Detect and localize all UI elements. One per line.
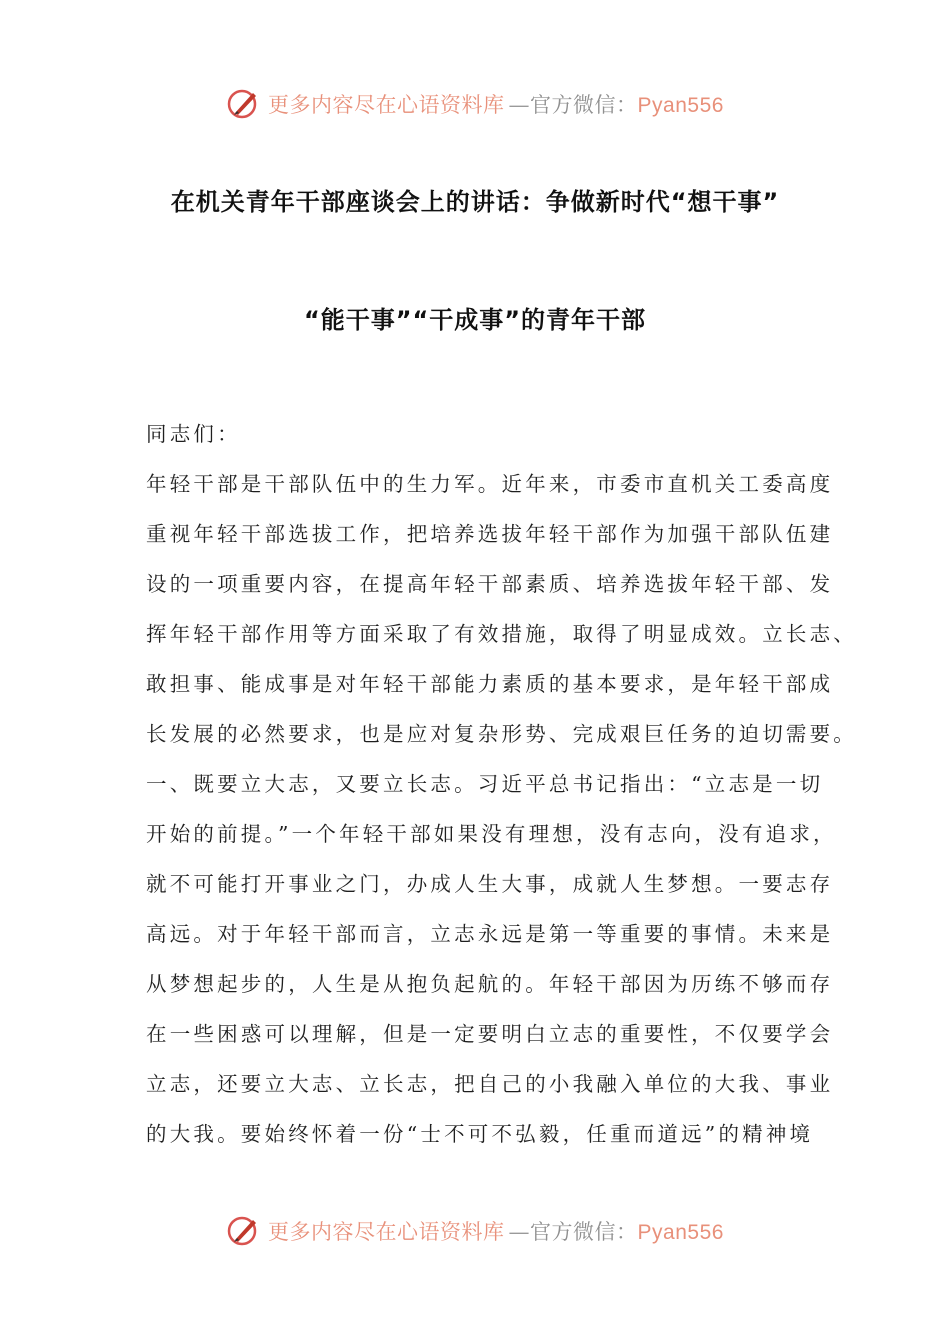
body-line: 年轻干部是干部队伍中的生力军。近年来，市委市直机关工委高度 [146, 472, 834, 496]
body-line: 就不可能打开事业之门，办成人生大事，成就人生梦想。一要志存 [146, 872, 834, 896]
document-body [146, 418, 857, 1168]
body-line: 开始的前提。”一个年轻干部如果没有理想，没有志向，没有追求， [146, 822, 837, 846]
body-line: 高远。对于年轻干部而言，立志永远是第一等重要的事情。未来是 [146, 922, 834, 946]
body-line: 一、既要立大志，又要立长志。习近平总书记指出：“立志是一切 [146, 772, 824, 796]
body-line: 立志，还要立大志、立长志，把自己的小我融入单位的大我、事业 [146, 1072, 834, 1096]
body-line: 设的一项重要内容，在提高年轻干部素质、培养选拔年轻干部、发 [146, 572, 834, 596]
pen-logo-icon [226, 1213, 262, 1249]
watermark-footer [0, 1209, 950, 1253]
watermark-header [0, 82, 950, 126]
body-line: 从梦想起步的，人生是从抱负起航的。年轻干部因为历练不够而存 [146, 972, 834, 996]
watermark-text: 更多内容尽在心语资料库 —官方微信：Pyan556 [268, 93, 724, 117]
body-line: 重视年轻干部选拔工作，把培养选拔年轻干部作为加强干部队伍建 [146, 522, 834, 546]
body-line: 敢担事、能成事是对年轻干部能力素质的基本要求，是年轻干部成 [146, 672, 834, 696]
document-title-line-1: 在机关青年干部座谈会上的讲话：争做新时代“想干事” [170, 188, 780, 216]
watermark-text: 更多内容尽在心语资料库 —官方微信：Pyan556 [268, 1220, 724, 1244]
document-title-line-2: “能干事”“干成事”的青年干部 [303, 306, 647, 334]
body-line: 挥年轻干部作用等方面采取了有效措施，取得了明显成效。立长志、 [146, 622, 857, 646]
body-line: 长发展的必然要求，也是应对复杂形势、完成艰巨任务的迫切需要。 [146, 722, 857, 746]
body-line: 的大我。要始终怀着一份“士不可不弘毅，任重而道远”的精神境 [146, 1122, 814, 1146]
pen-logo-icon [226, 86, 262, 122]
salutation: 同志们： [146, 422, 241, 446]
body-line: 在一些困惑可以理解，但是一定要明白立志的重要性，不仅要学会 [146, 1022, 834, 1046]
